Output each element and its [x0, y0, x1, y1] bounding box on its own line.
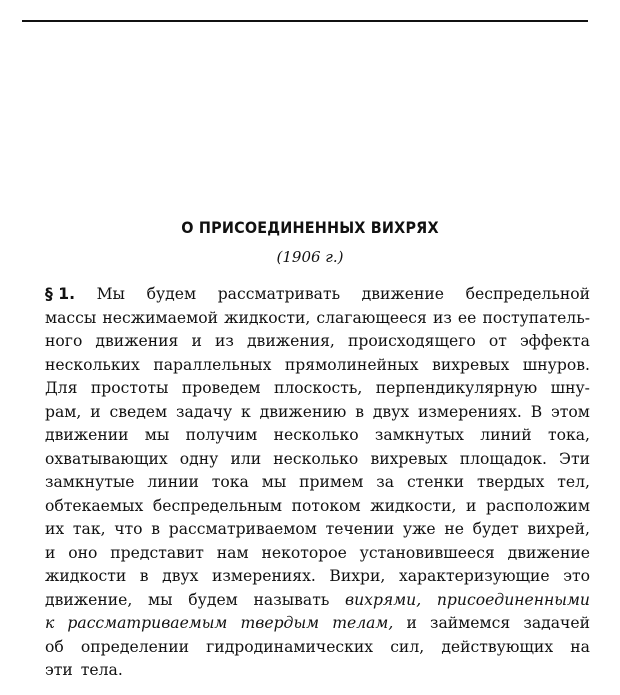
text-line: § 1. Мы будем рассматривать движение беспредельной	[45, 283, 590, 307]
text-line: и оно представит нам некоторое установившееся движение	[45, 543, 590, 562]
article-title: О ПРИСОЕДИНЕННЫХ ВИХРЯХ	[181, 218, 439, 237]
text-line: массы несжимаемой жидкости, слагающееся из ее поступатель-	[45, 308, 590, 327]
text-line: движении мы получим несколько замкнутых линий тока,	[45, 426, 590, 444]
section-mark: § 1.	[45, 285, 75, 303]
text-line: замкнутые линии тока мы примем за стенки твердых тел,	[45, 473, 590, 491]
body-paragraph	[45, 283, 590, 683]
text-line: рам, и сведем задачу к движению в двух измерениях. В этом	[45, 402, 590, 421]
text-line: их так, что в рассматриваемом течении уже не будет вихрей,	[45, 520, 590, 538]
text-line: охватывающих одну или несколько вихревых площадок. Эти	[45, 449, 590, 468]
text-line: Для простоты проведем плоскость, перпендикулярную шну-	[45, 379, 590, 397]
text-line: эти тела.	[45, 661, 123, 679]
text-line: ного движения и из движения, происходящего от эффекта	[45, 332, 590, 350]
top-rule	[22, 20, 588, 22]
text-line: жидкости в двух измерениях. Вихри, характеризующие это	[45, 567, 590, 585]
article-date: (1906 г.)	[276, 248, 344, 266]
text-line: нескольких параллельных прямолинейных вихревых шнуров.	[45, 355, 590, 374]
text-line: движение, мы будем называть вихрями, присоединенными	[45, 590, 590, 609]
text-line: обтекаемых беспредельным потоком жидкости, и расположим	[45, 496, 590, 515]
text-line: к рассматриваемым твердым телам, и займемся задачей	[45, 614, 590, 632]
text-line: об определении гидродинамических сил, действующих на	[45, 637, 590, 656]
